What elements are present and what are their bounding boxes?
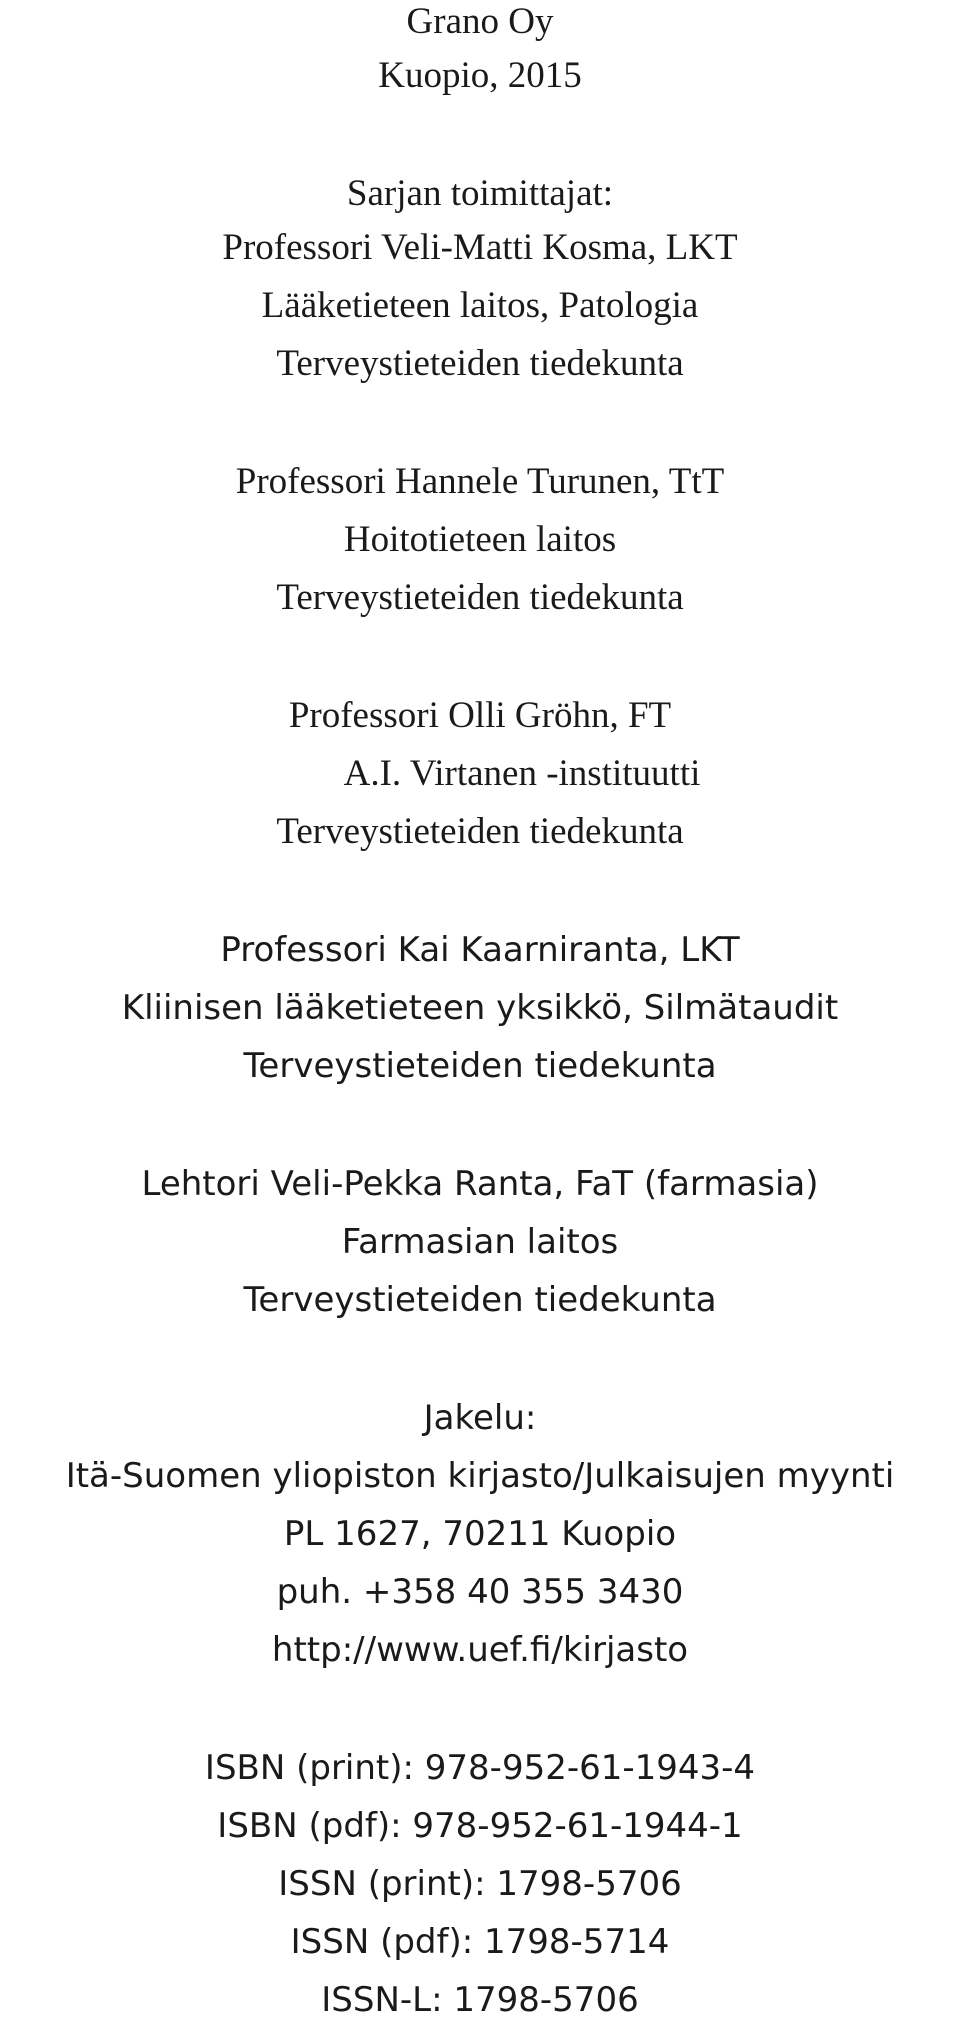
editor-3-faculty: Terveystieteiden tiedekunta	[276, 811, 684, 852]
publisher-name: Grano Oy	[406, 1, 554, 42]
editor-2-faculty: Terveystieteiden tiedekunta	[276, 577, 684, 618]
distribution-organisation: Itä-Suomen yliopiston kirjasto/Julkaisujen myynti	[65, 1456, 895, 1496]
isbn-print: ISBN (print): 978-952-61-1943-4	[204, 1748, 756, 1788]
distribution-url: http://www.uef.fi/kirjasto	[271, 1630, 689, 1670]
distribution-address: PL 1627, 70211 Kuopio	[283, 1514, 677, 1554]
editor-1-name: Professori Veli-Matti Kosma, LKT	[222, 227, 738, 268]
editor-5-name: Lehtori Veli-Pekka Ranta, FaT (farmasia)	[141, 1164, 819, 1204]
editor-1-faculty: Terveystieteiden tiedekunta	[276, 343, 684, 384]
editor-3-department: A.I. Virtanen -instituutti	[343, 753, 701, 794]
distribution-heading: Jakelu:	[423, 1398, 537, 1438]
editor-5-faculty: Terveystieteiden tiedekunta	[243, 1280, 717, 1320]
series-editors-heading: Sarjan toimittajat:	[346, 173, 614, 214]
issn-pdf: ISSN (pdf): 1798-5714	[290, 1922, 670, 1962]
editor-3-name: Professori Olli Gröhn, FT	[288, 695, 672, 736]
editor-4-name: Professori Kai Kaarniranta, LKT	[220, 930, 740, 970]
editor-4-department: Kliinisen lääketieteen yksikkö, Silmätaudit	[121, 988, 839, 1028]
distribution-phone: puh. +358 40 355 3430	[276, 1572, 684, 1612]
issn-l: ISSN-L: 1798-5706	[321, 1980, 639, 2019]
issn-print: ISSN (print): 1798-5706	[278, 1864, 682, 1904]
editor-5-department: Farmasian laitos	[341, 1222, 619, 1262]
editor-1-department: Lääketieteen laitos, Patologia	[261, 285, 699, 326]
editor-2-name: Professori Hannele Turunen, TtT	[235, 461, 725, 502]
isbn-pdf: ISBN (pdf): 978-952-61-1944-1	[217, 1806, 743, 1846]
editor-2-department: Hoitotieteen laitos	[343, 519, 617, 560]
editor-4-faculty: Terveystieteiden tiedekunta	[243, 1046, 717, 1086]
publisher-place-year: Kuopio, 2015	[378, 55, 582, 96]
